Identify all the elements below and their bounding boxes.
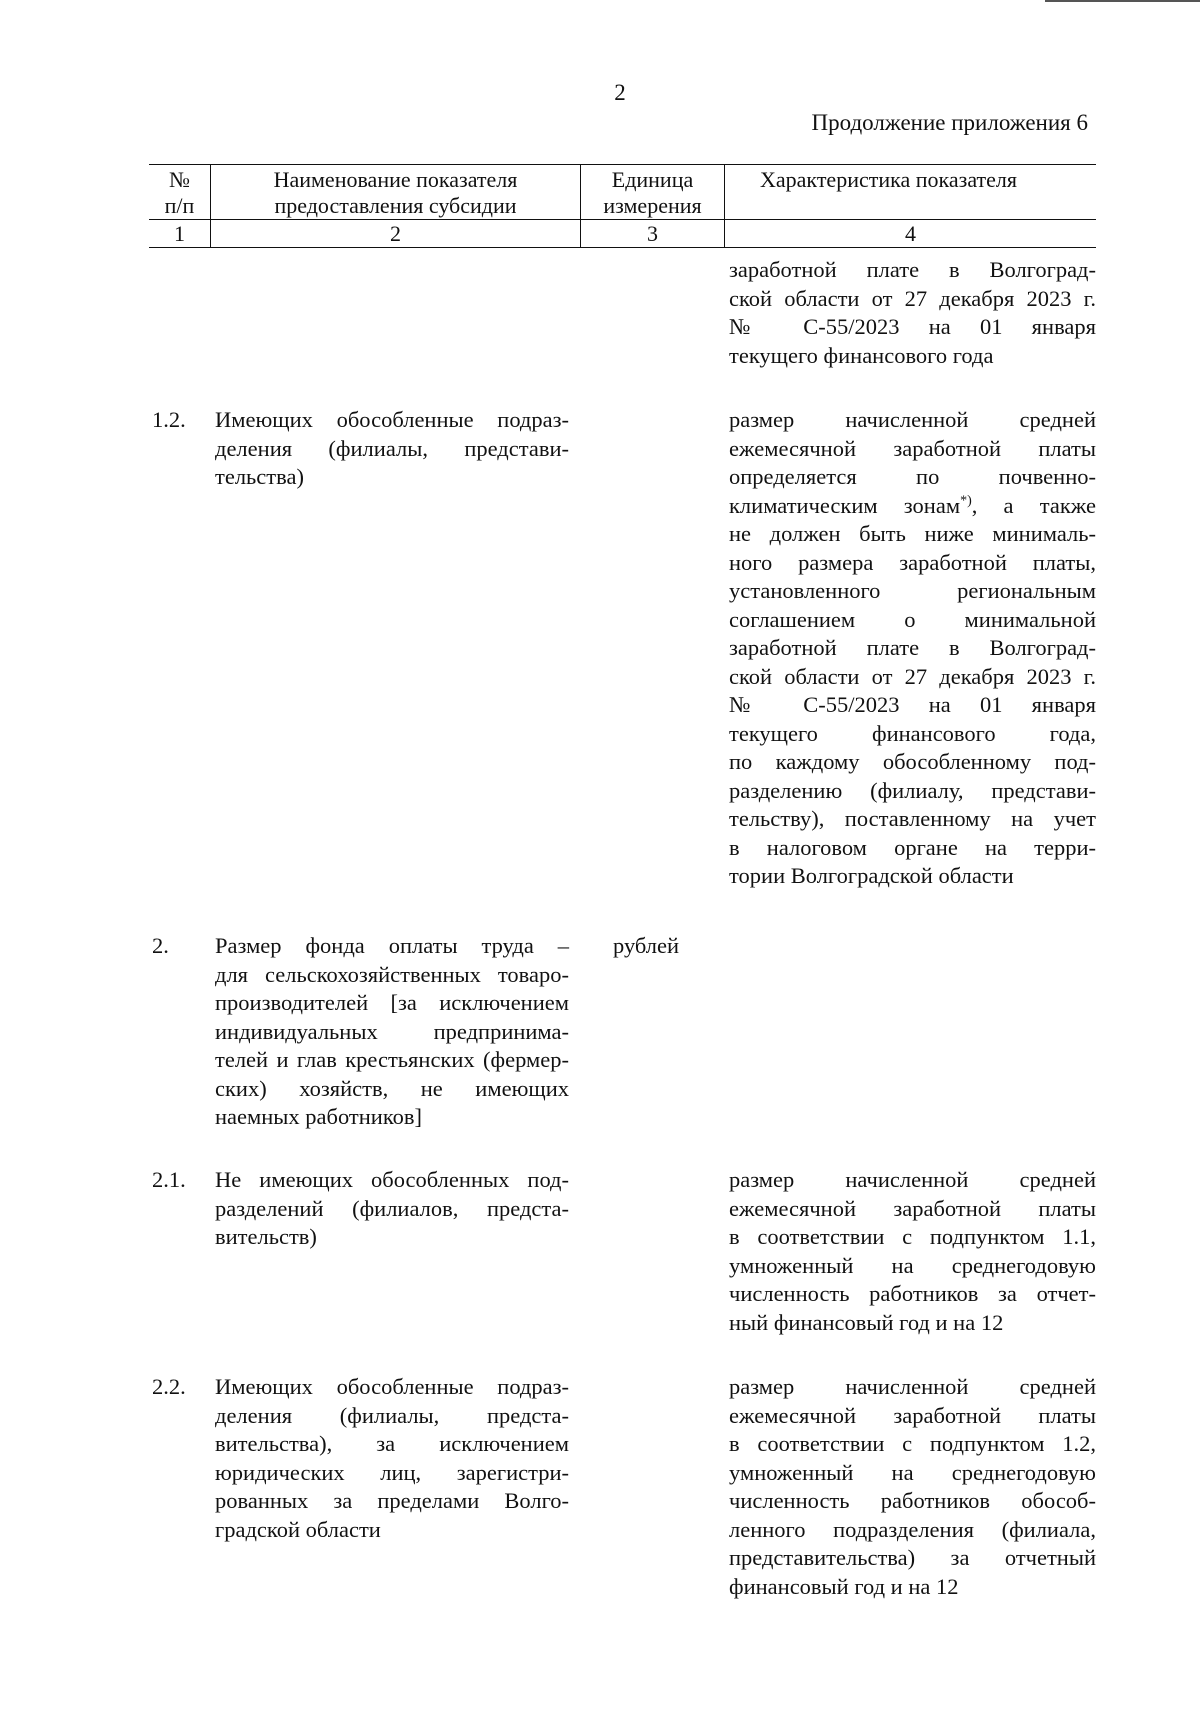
header-num-4: 4 [905, 221, 916, 246]
name-line: ских) хозяйств, не имеющих [215, 1075, 569, 1101]
desc-line: установленного региональным [729, 578, 1096, 603]
row-number: 2. [152, 933, 169, 958]
header-col-number-line1: № [169, 167, 190, 192]
desc-line: ской области от 27 декабря 2023 г. [729, 663, 1096, 689]
desc-line: ской области от 27 декабря 2023 г. [729, 285, 1096, 311]
name-line: разделений (филиалов, предста- [215, 1195, 569, 1221]
desc-line: финансовый год и на 12 [729, 1573, 959, 1599]
desc-line-part: , а также [971, 492, 1096, 518]
name-line: рованных за пределами Волго- [215, 1488, 569, 1513]
desc-line: умноженный на среднегодовую [729, 1459, 1096, 1485]
header-col-unit [581, 165, 725, 219]
table-header [149, 164, 1096, 248]
name-line: индивидуальных предпринима- [215, 1018, 569, 1044]
row-description [729, 406, 1096, 891]
desc-line: ежемесячной заработной платы [729, 435, 1096, 461]
name-line: Размер фонда оплаты труда – [215, 933, 569, 958]
row-name [215, 932, 569, 1132]
header-col-description-line1: Характеристика показателя [760, 167, 1017, 192]
name-line: Не имеющих обособленных под- [215, 1167, 569, 1192]
name-line: наемных работников] [215, 1104, 422, 1129]
name-line: телей и глав крестьянских (фермер- [215, 1047, 569, 1072]
header-row-titles [149, 165, 1096, 220]
name-line: Имеющих обособленные подраз- [215, 407, 569, 432]
name-line: вительства), за исключением [215, 1431, 569, 1456]
desc-line: заработной плате в Волгоград- [729, 635, 1096, 660]
desc-line: ного размера заработной платы, [729, 549, 1096, 575]
row-name [215, 406, 569, 492]
row-name [215, 1166, 569, 1252]
header-row-numbers [149, 220, 1096, 247]
name-line: для сельскохозяйственных товаро- [215, 961, 569, 987]
row-description [729, 1373, 1096, 1601]
header-num-2: 2 [211, 220, 581, 247]
desc-line: заработной плате в Волгоград- [729, 257, 1096, 282]
header-num-3: 3 [581, 220, 725, 247]
desc-line: размер начисленной средней [729, 1167, 1096, 1192]
row-description [729, 1166, 1096, 1337]
name-line: деления (филиалы, предста- [215, 1402, 569, 1428]
header-col-name-line1: Наименование показателя [273, 167, 518, 192]
desc-line: в соответствии с подпунктом 1.1, [729, 1224, 1096, 1249]
desc-line: определяется по почвенно- [729, 464, 1096, 489]
desc-line: в налоговом органе на терри- [729, 834, 1096, 860]
desc-line: умноженный на среднегодовую [729, 1252, 1096, 1278]
desc-line: разделению (филиалу, представи- [729, 777, 1096, 803]
header-col-number [149, 165, 211, 219]
desc-line: размер начисленной средней [729, 1374, 1096, 1399]
name-line: градской области [215, 1516, 381, 1542]
header-num-1: 1 [149, 220, 211, 247]
row-name [215, 1373, 569, 1544]
desc-line: представительства) за отчетный [729, 1545, 1096, 1570]
name-line: юридических лиц, зарегистри- [215, 1459, 569, 1485]
desc-line-with-footnote [729, 492, 1096, 521]
desc-line: численность работников обособ- [729, 1488, 1096, 1513]
desc-line: по каждому обособленному под- [729, 749, 1096, 774]
desc-line: ежемесячной заработной платы [729, 1402, 1096, 1428]
desc-line: тории Волгоградской области [729, 863, 1014, 888]
desc-line: ленного подразделения (филиала, [729, 1516, 1096, 1542]
desc-line: в соответствии с подпунктом 1.2, [729, 1431, 1096, 1456]
name-line: вительств) [215, 1224, 317, 1249]
desc-line: размер начисленной средней [729, 407, 1096, 432]
desc-line: № С-55/2023 на 01 января [729, 314, 1096, 339]
row-number: 2.2. [152, 1374, 186, 1399]
top-edge-rule [1045, 0, 1200, 2]
desc-line: численность работников за отчет- [729, 1281, 1096, 1306]
header-col-name [211, 165, 581, 219]
continuation-label: Продолжение приложения 6 [811, 110, 1088, 135]
name-line: деления (филиалы, представи- [215, 435, 569, 461]
header-col-number-line2: п/п [164, 193, 195, 218]
name-line: производителей [за исключением [215, 990, 569, 1015]
page-number: 2 [614, 80, 626, 105]
name-line: тельства) [215, 464, 304, 489]
desc-line: № С-55/2023 на 01 января [729, 692, 1096, 717]
row-description [729, 256, 1096, 370]
header-col-unit-line1: Единица [611, 167, 694, 192]
header-col-unit-line2: измерения [603, 193, 702, 218]
footnote-mark: *) [960, 493, 972, 508]
name-line: Имеющих обособленные подраз- [215, 1374, 569, 1399]
desc-line: тельству), поставленному на учет [729, 806, 1096, 831]
row-unit: рублей [613, 933, 680, 958]
desc-line: ный финансовый год и на 12 [729, 1309, 1004, 1335]
desc-line: соглашением о минимальной [729, 606, 1096, 632]
desc-line: ежемесячной заработной платы [729, 1195, 1096, 1221]
desc-line: не должен быть ниже минималь- [729, 521, 1096, 546]
header-col-name-line2: предоставления субсидии [274, 193, 517, 218]
desc-line: текущего финансового года [729, 342, 994, 368]
row-number: 1.2. [152, 407, 186, 432]
desc-line: текущего финансового года, [729, 720, 1096, 746]
row-number: 2.1. [152, 1167, 186, 1192]
desc-line-part: климатическим зонам [729, 492, 961, 518]
header-col-description [725, 165, 1096, 219]
